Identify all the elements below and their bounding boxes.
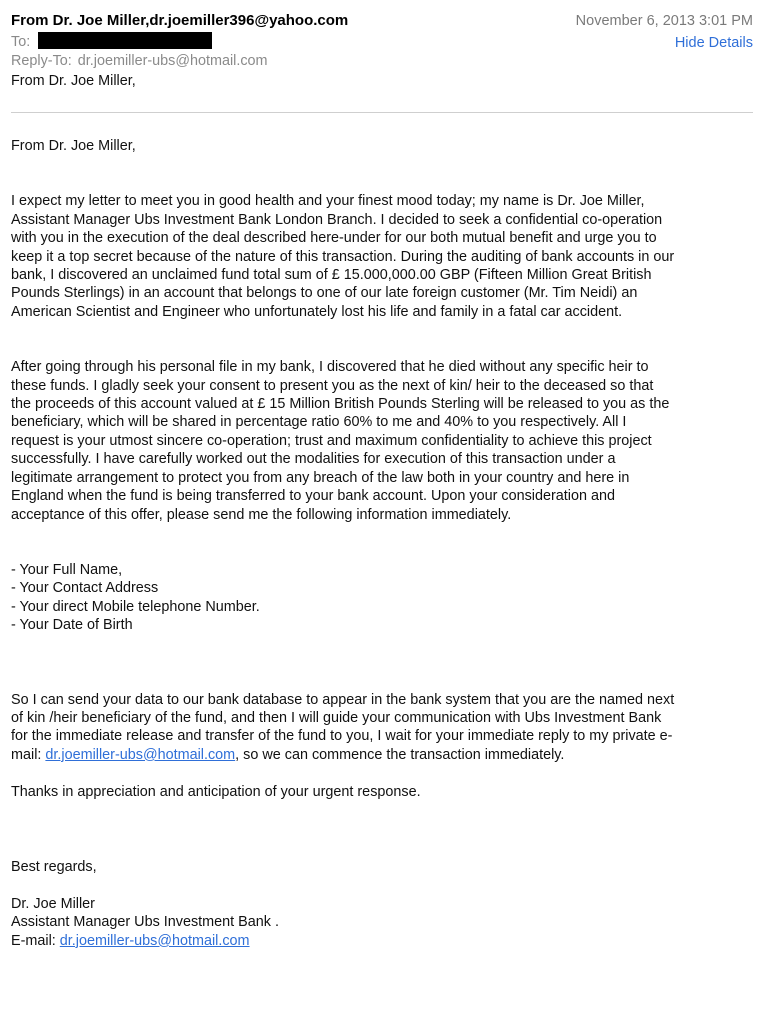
email-header (11, 12, 753, 92)
list-item: - Your Contact Address (11, 580, 159, 597)
sent-date: November 6, 2013 3:01 PM (575, 13, 753, 29)
reply-to-label: Reply-To: (11, 53, 72, 69)
body-line: beneficiary, which will be shared in percentage ratio 60% to me and 40% to you respectively. All I (11, 414, 627, 431)
body-line: request is your utmost sincere co-operation; trust and maximum confidentiality to achieve this project (11, 432, 652, 449)
body-line: acceptance of this offer, please send me the following information immediately. (11, 506, 512, 523)
hide-details-link[interactable]: Hide Details (674, 35, 753, 51)
body-line: these funds. I gladly seek your consent to present you as the next of kin/ heir to the deceased so that (11, 377, 654, 394)
body-line: for the immediate release and transfer of the fund to you, I wait for your immediate reply to my private e- (11, 728, 673, 745)
sender-email[interactable]: dr.joemiller396@yahoo.com (149, 12, 349, 29)
reply-to-row (11, 52, 753, 72)
redacted-recipient (38, 32, 212, 49)
thanks-line: Thanks in appreciation and anticipation of your urgent response. (11, 784, 421, 801)
list-item: - Your direct Mobile telephone Number. (11, 598, 260, 615)
body-line: Pounds Sterlings) in an account that belongs to one of our late foreign customer (Mr. Tim Neidi) an (11, 285, 638, 302)
paragraph-2 (11, 358, 761, 524)
body-line: After going through his personal file in my bank, I discovered that he died without any specific heir to (11, 359, 649, 376)
to-row (11, 32, 753, 52)
signature-email-link[interactable]: dr.joemiller-ubs@hotmail.com (59, 932, 250, 949)
line-prefix: mail: (11, 746, 46, 763)
body-line: the proceeds of this account valued at £ 15 Million British Pounds Sterling will be released to you as the (11, 396, 670, 413)
email-body (11, 137, 761, 950)
list-item: - Your Full Name, (11, 561, 123, 578)
body-line: bank, I discovered an unclaimed fund total sum of £ 15.000,000.00 GBP (Fifteen Million Great British (11, 267, 652, 284)
signature-email-row (11, 932, 761, 950)
signature-email-label: E-mail: (11, 932, 60, 949)
closing: Best regards, (11, 858, 97, 875)
paragraph-1 (11, 192, 761, 321)
body-line: England when the fund is being transferred to your bank account. Upon your consideration and (11, 488, 615, 505)
paragraph-3 (11, 691, 761, 765)
sender-name: From Dr. Joe Miller, (11, 12, 150, 29)
body-line: legitimate arrangement to protect you from any breach of the law both in your country and here in (11, 469, 630, 486)
body-line: successfully. I have carefully worked out the modalities for execution of this transaction under a (11, 451, 616, 468)
body-line: of kin /heir beneficiary of the fund, and then I will guide your communication with Ubs Investment Bank (11, 709, 662, 726)
body-line: American Scientist and Engineer who unfortunately lost his life and family in a fatal car accident. (11, 303, 623, 320)
signature (11, 895, 761, 950)
body-line: keep it a top secret because of the nature of this transaction. During the auditing of bank accounts in our (11, 248, 675, 265)
line-suffix: , so we can commence the transaction immediately. (235, 746, 565, 763)
body-line: So I can send your data to our bank database to appear in the bank system that you are the named next (11, 691, 675, 708)
body-line: with you in the execution of the deal described here-under for our both mutual benefit and urge you to (11, 230, 657, 247)
body-line: I expect my letter to meet you in good health and your finest mood today; my name is Dr. Joe Miller, (11, 193, 645, 210)
header-divider (11, 112, 753, 113)
reply-email-link[interactable]: dr.joemiller-ubs@hotmail.com (45, 746, 236, 763)
list-item: - Your Date of Birth (11, 617, 133, 634)
signature-title: Assistant Manager Ubs Investment Bank . (11, 914, 279, 931)
info-request-list (11, 561, 761, 635)
reply-to-address[interactable]: dr.joemiller-ubs@hotmail.com (77, 53, 268, 69)
signature-name: Dr. Joe Miller (11, 895, 95, 912)
body-line: Assistant Manager Ubs Investment Bank London Branch. I decided to seek a confidential co-operation (11, 211, 663, 228)
subject-row (11, 72, 753, 92)
to-label: To: (11, 34, 31, 50)
body-line (11, 746, 761, 764)
subject: From Dr. Joe Miller, (11, 73, 136, 89)
greeting: From Dr. Joe Miller, (11, 138, 136, 154)
